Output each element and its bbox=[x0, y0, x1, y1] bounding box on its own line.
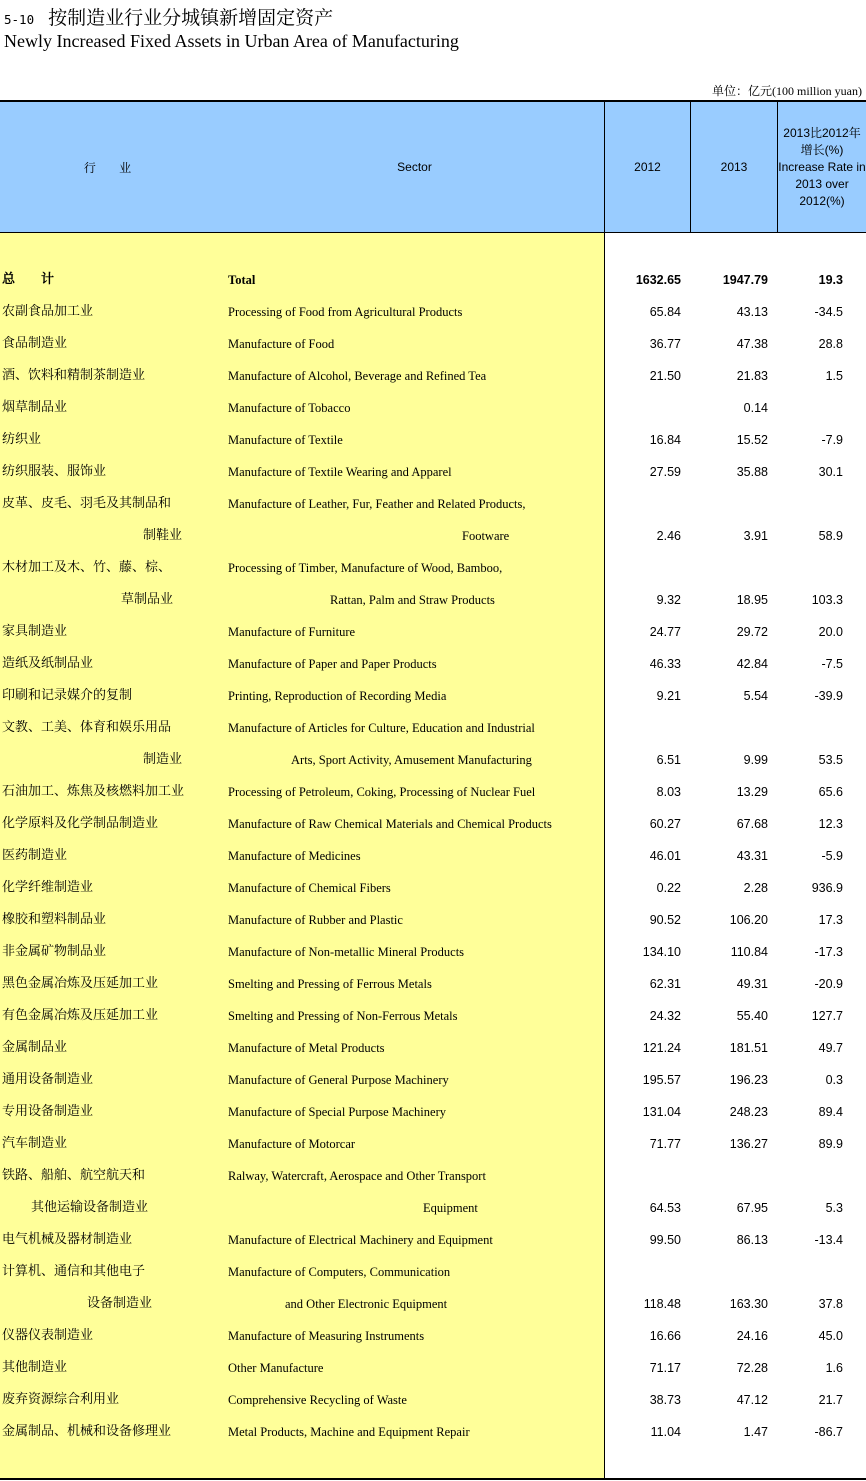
value-2012: 16.84 bbox=[649, 433, 681, 447]
value-2012: 2.46 bbox=[656, 529, 681, 543]
sector-en-cont: Footware bbox=[462, 529, 510, 543]
value-2012: 71.17 bbox=[649, 1361, 681, 1375]
value-growth: 37.8 bbox=[818, 1297, 843, 1311]
sector-en: Manufacture of Motorcar bbox=[228, 1137, 356, 1151]
sector-cn: 烟草制品业 bbox=[2, 400, 68, 415]
sector-en: Manufacture of Paper and Paper Products bbox=[228, 657, 437, 671]
value-2013: 43.13 bbox=[736, 305, 768, 319]
value-growth: 12.3 bbox=[818, 817, 843, 831]
value-2013: 110.84 bbox=[730, 945, 768, 959]
value-2012: 65.84 bbox=[649, 305, 681, 319]
sector-cn-cont: 制鞋业 bbox=[143, 528, 183, 543]
value-growth: 53.5 bbox=[818, 753, 843, 767]
table-row bbox=[0, 776, 866, 808]
sector-en: Manufacture of Measuring Instruments bbox=[228, 1329, 425, 1343]
sector-en: Processing of Timber, Manufacture of Wood, Bamboo, bbox=[228, 561, 503, 575]
value-growth: -13.4 bbox=[814, 1233, 843, 1247]
value-2013: 248.23 bbox=[729, 1105, 768, 1119]
table-row bbox=[0, 1096, 866, 1128]
header-2013: 2013 bbox=[720, 160, 748, 174]
table-row bbox=[0, 808, 866, 840]
sector-en: Manufacture of Computers, Communication bbox=[228, 1265, 451, 1279]
table-row bbox=[0, 648, 866, 680]
sector-cn: 化学纤维制造业 bbox=[2, 880, 94, 895]
header-sector-cn: 行 业 bbox=[83, 160, 142, 175]
table-row bbox=[0, 1000, 866, 1032]
value-2012: 71.77 bbox=[649, 1137, 681, 1151]
value-2013: 106.20 bbox=[729, 913, 768, 927]
table-row bbox=[0, 1256, 866, 1288]
sector-en: Manufacture of Tobacco bbox=[228, 401, 351, 415]
table-row-continuation bbox=[0, 584, 866, 616]
table-row bbox=[0, 1416, 866, 1448]
value-2012: 16.66 bbox=[649, 1329, 681, 1343]
header-2012: 2012 bbox=[634, 160, 661, 174]
value-growth: 30.1 bbox=[818, 465, 843, 479]
value-2013: 29.72 bbox=[736, 625, 768, 639]
value-2012: 0.22 bbox=[656, 881, 681, 895]
sector-cn-cont: 制造业 bbox=[143, 752, 183, 767]
sector-en: Smelting and Pressing of Non-Ferrous Metals bbox=[228, 1009, 458, 1023]
sector-en: Manufacture of Furniture bbox=[228, 625, 356, 639]
sector-cn: 其他制造业 bbox=[2, 1360, 68, 1375]
sector-cn: 有色金属冶炼及压延加工业 bbox=[2, 1008, 159, 1023]
sector-en: Manufacture of Non-metallic Mineral Products bbox=[228, 945, 465, 959]
value-2012: 27.59 bbox=[649, 465, 681, 479]
sector-en-cont: Equipment bbox=[423, 1201, 478, 1215]
page-title-en: Newly Increased Fixed Assets in Urban Area of Manufacturing bbox=[4, 31, 459, 51]
sector-en: Smelting and Pressing of Ferrous Metals bbox=[228, 977, 432, 991]
value-growth: 19.3 bbox=[818, 273, 843, 287]
sector-cn: 皮革、皮毛、羽毛及其制品和 bbox=[2, 496, 172, 511]
sector-cn: 医药制造业 bbox=[2, 848, 68, 863]
value-growth: 89.9 bbox=[818, 1137, 843, 1151]
header-sector-en: Sector bbox=[397, 160, 432, 174]
table-row bbox=[0, 296, 866, 328]
value-2012: 99.50 bbox=[649, 1233, 681, 1247]
sector-en: Processing of Petroleum, Coking, Processing of Nuclear Fuel bbox=[228, 785, 536, 799]
value-2012: 6.51 bbox=[656, 753, 681, 767]
sector-en: Printing, Reproduction of Recording Media bbox=[228, 689, 447, 703]
sector-cn: 废弃资源综合利用业 bbox=[2, 1392, 120, 1407]
page-title-cn bbox=[4, 3, 333, 30]
value-growth: -7.9 bbox=[821, 433, 843, 447]
sector-en: Manufacture of Rubber and Plastic bbox=[228, 913, 403, 927]
value-growth: 0.3 bbox=[825, 1073, 843, 1087]
sector-cn: 总 计 bbox=[2, 272, 55, 287]
table-row bbox=[0, 1160, 866, 1192]
value-2012: 134.10 bbox=[642, 945, 681, 959]
value-2012: 24.32 bbox=[649, 1009, 681, 1023]
sector-cn: 化学原料及化学制品制造业 bbox=[2, 816, 159, 831]
sector-en: Metal Products, Machine and Equipment Repair bbox=[228, 1425, 470, 1439]
value-2013: 35.88 bbox=[736, 465, 768, 479]
value-2013: 196.23 bbox=[729, 1073, 768, 1087]
value-growth: -86.7 bbox=[814, 1425, 843, 1439]
value-2012: 195.57 bbox=[642, 1073, 681, 1087]
sector-cn: 石油加工、炼焦及核燃料加工业 bbox=[2, 784, 185, 799]
value-2013: 9.99 bbox=[743, 753, 768, 767]
value-2012: 21.50 bbox=[649, 369, 681, 383]
value-2013: 42.84 bbox=[736, 657, 768, 671]
value-growth: 1.5 bbox=[825, 369, 843, 383]
value-2012: 1632.65 bbox=[635, 273, 681, 287]
table-number: 5-10 bbox=[4, 12, 35, 27]
table-row bbox=[0, 552, 866, 584]
value-growth: -17.3 bbox=[814, 945, 843, 959]
value-2013: 67.68 bbox=[736, 817, 768, 831]
value-2012: 46.01 bbox=[649, 849, 681, 863]
sector-cn: 铁路、船舶、航空航天和 bbox=[2, 1168, 146, 1183]
sector-cn: 专用设备制造业 bbox=[2, 1104, 94, 1119]
value-2013: 163.30 bbox=[729, 1297, 768, 1311]
sector-en-cont: and Other Electronic Equipment bbox=[285, 1297, 448, 1311]
value-growth: 89.4 bbox=[818, 1105, 843, 1119]
sector-cn: 橡胶和塑料制品业 bbox=[2, 912, 107, 927]
value-2013: 55.40 bbox=[736, 1009, 768, 1023]
sector-en: Manufacture of Medicines bbox=[228, 849, 361, 863]
table-row bbox=[0, 1320, 866, 1352]
table-row bbox=[0, 424, 866, 456]
value-growth: -39.9 bbox=[814, 689, 843, 703]
value-2012: 64.53 bbox=[649, 1201, 681, 1215]
sector-cn: 计算机、通信和其他电子 bbox=[2, 1264, 146, 1279]
value-2013: 1947.79 bbox=[722, 273, 768, 287]
sector-cn: 金属制品、机械和设备修理业 bbox=[2, 1424, 172, 1439]
value-2012: 131.04 bbox=[642, 1105, 681, 1119]
value-2013: 13.29 bbox=[736, 785, 768, 799]
value-growth: 17.3 bbox=[818, 913, 843, 927]
sector-cn-cont: 设备制造业 bbox=[87, 1296, 153, 1311]
value-2012: 36.77 bbox=[649, 337, 681, 351]
table-row bbox=[0, 328, 866, 360]
table-row bbox=[0, 1224, 866, 1256]
sector-cn: 仪器仪表制造业 bbox=[2, 1328, 94, 1343]
sector-cn: 食品制造业 bbox=[2, 336, 68, 351]
sector-cn: 木材加工及木、竹、藤、棕、 bbox=[2, 560, 172, 575]
table-row bbox=[0, 1128, 866, 1160]
table-row bbox=[0, 840, 866, 872]
value-growth: 65.6 bbox=[818, 785, 843, 799]
sector-cn: 汽车制造业 bbox=[2, 1136, 68, 1151]
value-2013: 3.91 bbox=[743, 529, 768, 543]
value-2012: 38.73 bbox=[649, 1393, 681, 1407]
value-2012: 90.52 bbox=[649, 913, 681, 927]
value-2013: 15.52 bbox=[736, 433, 768, 447]
value-2013: 5.54 bbox=[743, 689, 768, 703]
sector-cn: 电气机械及器材制造业 bbox=[2, 1232, 133, 1247]
value-2013: 181.51 bbox=[729, 1041, 768, 1055]
title-cn-text: 按制造业行业分城镇新增固定资产 bbox=[48, 7, 334, 29]
table-rows-layer bbox=[0, 100, 866, 1480]
sector-cn: 文教、工美、体育和娱乐用品 bbox=[2, 720, 172, 735]
value-growth: -5.9 bbox=[821, 849, 843, 863]
sector-en: Other Manufacture bbox=[228, 1361, 324, 1375]
value-2013: 72.28 bbox=[736, 1361, 768, 1375]
value-growth: 58.9 bbox=[818, 529, 843, 543]
value-growth: -20.9 bbox=[814, 977, 843, 991]
sector-cn: 酒、饮料和精制茶制造业 bbox=[2, 368, 146, 383]
sector-en: Manufacture of Textile bbox=[228, 433, 343, 447]
header-growth-text: 2013比2012年增长(%) Increase Rate in 2013 over 2012(%) bbox=[778, 125, 866, 208]
value-2013: 47.38 bbox=[736, 337, 768, 351]
value-2012: 8.03 bbox=[656, 785, 681, 799]
value-2012: 62.31 bbox=[649, 977, 681, 991]
value-growth: 21.7 bbox=[818, 1393, 843, 1407]
sector-en: Manufacture of Electrical Machinery and Equipment bbox=[228, 1233, 493, 1247]
table-row bbox=[0, 968, 866, 1000]
value-2012: 9.21 bbox=[656, 689, 681, 703]
sector-en: Manufacture of Alcohol, Beverage and Refined Tea bbox=[228, 369, 487, 383]
value-growth: 936.9 bbox=[811, 881, 843, 895]
value-growth: 45.0 bbox=[818, 1329, 843, 1343]
value-growth: -7.5 bbox=[821, 657, 843, 671]
sector-en: Processing of Food from Agricultural Products bbox=[228, 305, 463, 319]
table-row bbox=[0, 1352, 866, 1384]
table-row bbox=[0, 264, 866, 296]
sector-cn: 纺织业 bbox=[2, 432, 42, 447]
value-2013: 47.12 bbox=[736, 1393, 768, 1407]
table-row bbox=[0, 936, 866, 968]
table-row bbox=[0, 712, 866, 744]
value-growth: 20.0 bbox=[818, 625, 843, 639]
value-2013: 18.95 bbox=[736, 593, 768, 607]
sector-en: Ralway, Watercraft, Aerospace and Other Transport bbox=[228, 1169, 486, 1183]
value-2013: 0.14 bbox=[743, 401, 768, 415]
table-row bbox=[0, 488, 866, 520]
sector-en: Manufacture of Textile Wearing and Apparel bbox=[228, 465, 452, 479]
sector-cn: 印刷和记录媒介的复制 bbox=[2, 688, 133, 703]
table-row bbox=[0, 456, 866, 488]
sector-cn: 非金属矿物制品业 bbox=[2, 944, 107, 959]
value-growth: 103.3 bbox=[811, 593, 843, 607]
sector-cn: 造纸及纸制品业 bbox=[2, 656, 94, 671]
sector-en: Manufacture of Chemical Fibers bbox=[228, 881, 391, 895]
value-2012: 9.32 bbox=[656, 593, 681, 607]
value-2012: 60.27 bbox=[649, 817, 681, 831]
value-growth: 5.3 bbox=[825, 1201, 843, 1215]
sector-en: Manufacture of Food bbox=[228, 337, 335, 351]
value-growth: 1.6 bbox=[825, 1361, 843, 1375]
table-row-continuation bbox=[0, 744, 866, 776]
table-row bbox=[0, 1032, 866, 1064]
value-2013: 67.95 bbox=[736, 1201, 768, 1215]
value-2013: 24.16 bbox=[736, 1329, 768, 1343]
sector-en: Manufacture of Raw Chemical Materials and Chemical Products bbox=[228, 817, 552, 831]
table-row bbox=[0, 904, 866, 936]
sector-en: Total bbox=[228, 273, 256, 287]
value-growth: -34.5 bbox=[814, 305, 843, 319]
sector-cn: 家具制造业 bbox=[2, 624, 68, 639]
sector-cn: 通用设备制造业 bbox=[2, 1072, 94, 1087]
table-row-continuation bbox=[0, 520, 866, 552]
sector-en-cont: Rattan, Palm and Straw Products bbox=[330, 593, 495, 607]
sector-cn: 黑色金属冶炼及压延加工业 bbox=[2, 976, 159, 991]
sector-cn-cont: 草制品业 bbox=[121, 592, 174, 607]
sector-en: Manufacture of Special Purpose Machinery bbox=[228, 1105, 446, 1119]
value-2013: 86.13 bbox=[736, 1233, 768, 1247]
value-2013: 136.27 bbox=[729, 1137, 768, 1151]
value-2013: 21.83 bbox=[736, 369, 768, 383]
value-2012: 121.24 bbox=[642, 1041, 681, 1055]
table-row-continuation bbox=[0, 1192, 866, 1224]
table-row bbox=[0, 360, 866, 392]
value-2012: 11.04 bbox=[650, 1425, 681, 1439]
sector-en-cont: Arts, Sport Activity, Amusement Manufacturing bbox=[291, 753, 532, 767]
unit-label: 单位：亿元(100 million yuan) bbox=[712, 84, 862, 98]
table-rows bbox=[0, 264, 866, 1448]
sector-en: Manufacture of General Purpose Machinery bbox=[228, 1073, 449, 1087]
table-row bbox=[0, 872, 866, 904]
sector-en: Manufacture of Metal Products bbox=[228, 1041, 385, 1055]
table-row-continuation bbox=[0, 1288, 866, 1320]
sector-cn: 金属制品业 bbox=[2, 1040, 68, 1055]
value-growth: 127.7 bbox=[811, 1009, 843, 1023]
value-2013: 43.31 bbox=[736, 849, 768, 863]
value-growth: 49.7 bbox=[818, 1041, 843, 1055]
table-row bbox=[0, 680, 866, 712]
table-row bbox=[0, 1064, 866, 1096]
sector-en: Comprehensive Recycling of Waste bbox=[228, 1393, 407, 1407]
table-row bbox=[0, 616, 866, 648]
table-row bbox=[0, 1384, 866, 1416]
value-growth: 28.8 bbox=[818, 337, 843, 351]
value-2013: 2.28 bbox=[743, 881, 768, 895]
sector-cn: 农副食品加工业 bbox=[2, 304, 94, 319]
value-2013: 1.47 bbox=[743, 1425, 768, 1439]
sector-en: Manufacture of Leather, Fur, Feather and Related Products, bbox=[228, 497, 526, 511]
sector-cn: 纺织服装、服饰业 bbox=[2, 464, 107, 479]
value-2013: 49.31 bbox=[736, 977, 768, 991]
value-2012: 46.33 bbox=[649, 657, 681, 671]
value-2012: 118.48 bbox=[643, 1297, 681, 1311]
value-2012: 24.77 bbox=[649, 625, 681, 639]
sector-cn-cont: 其他运输设备制造业 bbox=[31, 1200, 149, 1215]
table-row bbox=[0, 392, 866, 424]
sector-en: Manufacture of Articles for Culture, Education and Industrial bbox=[228, 721, 535, 735]
